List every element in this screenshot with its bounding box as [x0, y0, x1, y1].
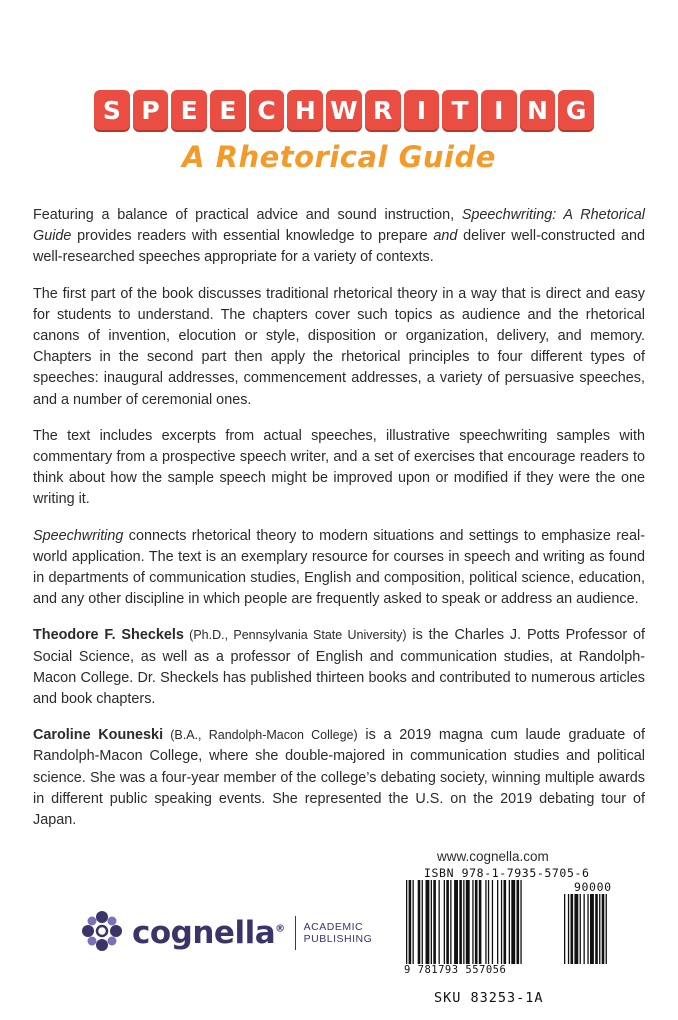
addon-barcode-bar [602, 894, 605, 964]
addon-barcode-bar [590, 894, 594, 964]
title-letter-tile: C [249, 90, 285, 130]
title-letter-tile: G [558, 90, 594, 130]
addon-barcode-bar [595, 894, 598, 964]
barcode-bar [433, 880, 436, 964]
title-letter-tile: T [442, 90, 478, 130]
author-name: Caroline Kouneski [33, 727, 164, 744]
barcode-bar [422, 880, 423, 964]
barcode-bar [444, 880, 445, 964]
title-letter-tile: R [365, 90, 401, 130]
barcode-bar [450, 880, 451, 964]
price-code: 90000 [574, 880, 612, 894]
barcode-bar [511, 880, 515, 964]
barcode-bar [488, 880, 489, 964]
author-credentials: (Ph.D., Pennsylvania State University) [183, 628, 407, 643]
blurb-paragraph-1: Featuring a balance of practical advice and sound instruction, Speechwriting: A Rhetorical Guide provides readers with essential knowledge to prepare and deliver well-constructed and well-researched speeches appropriate for a variety of contexts. [33, 207, 646, 266]
addon-barcode-bar [574, 894, 578, 964]
barcode-bar [413, 880, 414, 964]
barcode-bar [418, 880, 421, 964]
back-cover-blurb [33, 205, 645, 846]
book-subtitle: A Rhetorical Guide [182, 140, 496, 174]
addon-barcode-bar [587, 894, 588, 964]
title-letter-tile: H [287, 90, 323, 130]
addon-barcode-bar [606, 894, 607, 964]
publisher-logo [78, 908, 372, 958]
title-letter-tile: W [326, 90, 362, 130]
addon-barcode-bar [580, 894, 581, 964]
barcode-bar [517, 880, 520, 964]
author-name: Theodore F. Sheckels [33, 627, 184, 644]
author-bio-2: Caroline Kouneski (B.A., Randolph-Macon College) is a 2019 magna cum laude graduate of Randolph-Macon College, where she double-majored in communication studies and political science. She was a four-year member of the college’s debating society, winning multiple awards in different public speaking events. She represented the U.S. on the 2019 debating tour of Japan. [33, 727, 645, 829]
barcode-bar [466, 880, 470, 964]
barcode-bar [520, 880, 521, 964]
title-letter-tile: N [520, 90, 556, 130]
barcode-bar [454, 880, 458, 964]
title-letter-tile: E [210, 90, 246, 130]
blurb-paragraph-4: Speechwriting connects rhetorical theory to modern situations and settings to emphasize real-world application. The text is an exemplary resource for courses in speech and writing as found in departments of communication studies, English and composition, political science, education, and any other discipline in which people are frequently asked to speak or address an audience. [33, 527, 645, 608]
barcode-image [404, 880, 616, 966]
barcode-bar [504, 880, 507, 964]
author-bio-1: Theodore F. Sheckels (Ph.D., Pennsylvania State University) is the Charles J. Potts Professor of Social Science, as well as a professor of English and communication studies, at Randolph-Macon College. Dr. Sheckels has published thirteen books and contributed to numerous articles and book chapters. [33, 627, 646, 708]
blurb-paragraph-2: The first part of the book discusses traditional rhetorical theory in a way that is direct and easy for students to understand. The chapters cover such topics as audience and the rhetorical canons of invention, elocution or style, disposition or organization, delivery, and memory. Chapters in the second part then apply the rhetorical principles to four different types of speeches: inaugural addresses, commencement addresses, a variety of persuasive speeches, and a number of ceremonial ones. [33, 285, 645, 408]
title-letter-tile: S [94, 90, 130, 130]
barcode-digits: 9 781793 557056 [404, 964, 507, 976]
publisher-divider [295, 916, 296, 950]
barcode-bar [459, 880, 462, 964]
isbn-text: ISBN 978-1-7935-5705-6 [424, 866, 590, 880]
barcode-bar [406, 880, 407, 964]
barcode-bar [431, 880, 432, 964]
barcode-bar [501, 880, 502, 964]
publisher-name: cognella® [132, 915, 285, 951]
publisher-tagline: ACADEMIC PUBLISHING [303, 921, 373, 945]
addon-barcode-bar [571, 894, 574, 964]
author-credentials: (B.A., Randolph-Macon College) [163, 728, 358, 743]
addon-barcode-bar [568, 894, 569, 964]
book-title-italic: Speechwriting: A Rhetorical Guide [33, 207, 646, 245]
barcode-bar [409, 880, 412, 964]
addon-barcode-bar [599, 894, 600, 964]
title-letter-tile: I [404, 90, 440, 130]
title-letter-tile: E [171, 90, 207, 130]
publisher-url: www.cognella.com [437, 849, 549, 864]
title-letter-tile: I [481, 90, 517, 130]
barcode-bar [475, 880, 478, 964]
blurb-paragraph-3: The text includes excerpts from actual speeches, illustrative speechwriting samples with commentary from a prospective speech writer, and a set of exercises that encourage readers to think about how the sample speech might be improved upon or modified if they were the one writing it. [33, 427, 645, 508]
barcode-bar [479, 880, 482, 964]
barcode-bar [492, 880, 493, 964]
barcode-bar [439, 880, 440, 964]
barcode-block [404, 866, 616, 990]
addon-barcode-bar [584, 894, 585, 964]
barcode-bar [463, 880, 464, 964]
cognella-knot-icon [78, 907, 126, 960]
addon-barcode-bar [564, 894, 565, 964]
book-title [94, 90, 594, 130]
title-letter-tile: P [133, 90, 169, 130]
barcode-bar [497, 880, 498, 964]
barcode-bar [446, 880, 449, 964]
sku-label: SKU 83253-1A [434, 990, 544, 1006]
barcode-bar [509, 880, 510, 964]
barcode-bar [472, 880, 473, 964]
barcode-bar [426, 880, 430, 964]
barcode-bar [485, 880, 486, 964]
